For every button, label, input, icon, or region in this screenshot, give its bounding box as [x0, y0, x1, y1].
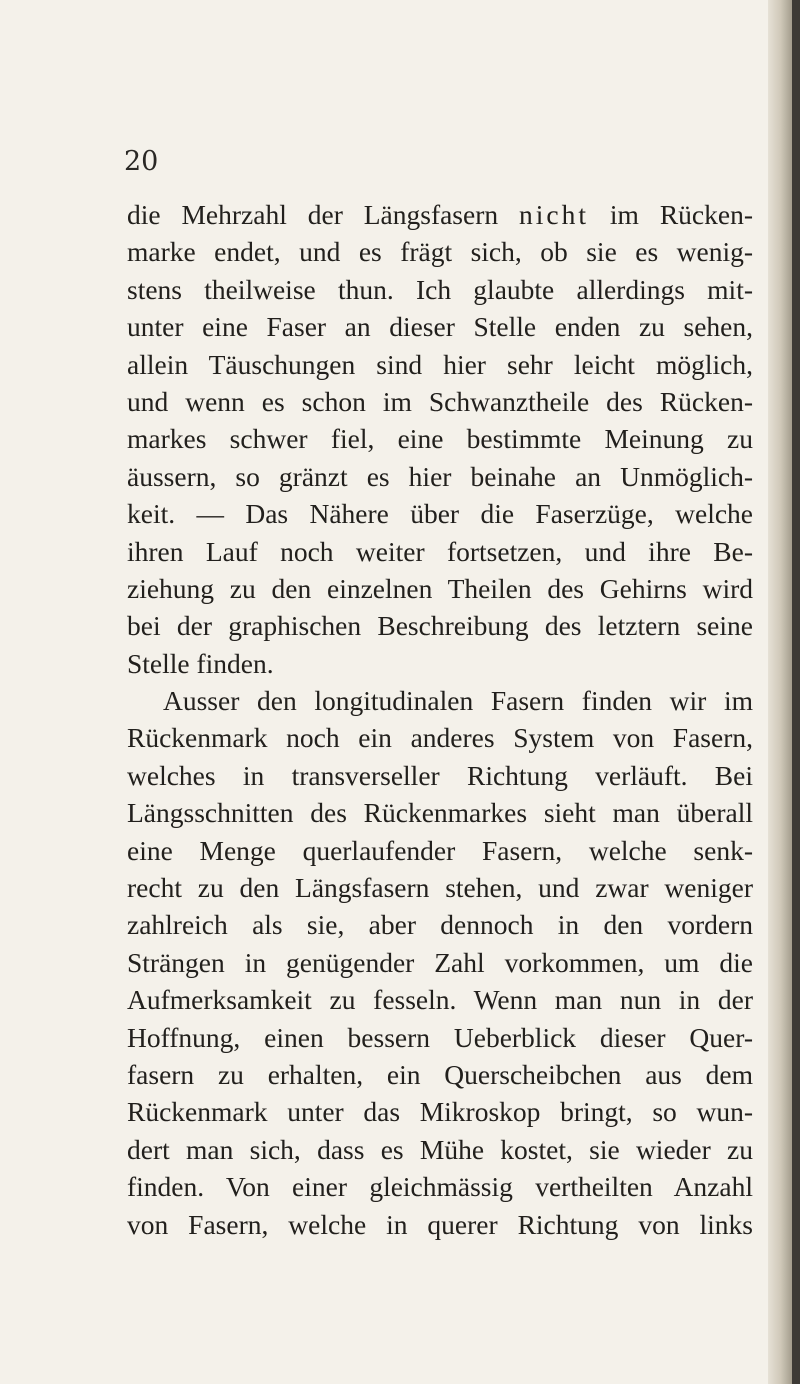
text-line: allein Täuschungen sind hier sehr leicht möglich, [127, 348, 753, 380]
text-line: marke endet, und es frägt sich, ob sie es wenig- [127, 236, 753, 268]
text-line: eine Menge querlaufender Fasern, welche senk- [127, 834, 753, 866]
page-binding-edge [792, 0, 800, 1384]
text-line: Aufmerksamkeit zu fesseln. Wenn man nun in der [127, 984, 753, 1016]
text-line: Strängen in genügender Zahl vorkommen, um die [127, 946, 753, 978]
text-line: stens theilweise thun. Ich glaubte allerdings mit- [127, 273, 753, 305]
text-line: unter eine Faser an dieser Stelle enden zu sehen, [127, 311, 753, 343]
text-line: keit. — Das Nähere über die Faserzüge, welche [127, 498, 753, 530]
text-line: fasern zu erhalten, ein Querscheibchen aus dem [127, 1058, 753, 1090]
body-text [127, 196, 753, 1243]
text-line: und wenn es schon im Schwanztheile des Rücken- [127, 385, 753, 417]
text-line: Rückenmark noch ein anderes System von Fasern, [127, 722, 753, 754]
text-line: ziehung zu den einzelnen Theilen des Gehirns wird [127, 572, 753, 604]
text-line: Hoffnung, einen bessern Ueberblick dieser Quer- [127, 1021, 753, 1053]
text-line: bei der graphischen Beschreibung des letztern seine [127, 610, 753, 642]
text-line: die Mehrzahl der Längsfasern nicht im Rücken- [127, 199, 753, 230]
text-line: von Fasern, welche in querer Richtung von links [127, 1208, 753, 1240]
text-line: äussern, so gränzt es hier beinahe an Unmöglich- [127, 460, 753, 492]
text-line: Längsschnitten des Rückenmarkes sieht man überall [127, 797, 753, 829]
text-line: zahlreich als sie, aber dennoch in den vordern [127, 909, 753, 941]
emphasized-word: nicht [519, 199, 590, 230]
page-number: 20 [124, 146, 159, 177]
text-line: welches in transverseller Richtung verläuft. Bei [127, 759, 753, 791]
text-line: ihren Lauf noch weiter fortsetzen, und ihre Be- [127, 535, 753, 567]
text-line: dert man sich, dass es Mühe kostet, sie wieder zu [127, 1133, 753, 1165]
text-line: markes schwer fiel, eine bestimmte Meinung zu [127, 423, 753, 455]
text-line: finden. Von einer gleichmässig vertheilten Anzahl [127, 1171, 753, 1203]
text-line: recht zu den Längsfasern stehen, und zwar weniger [127, 872, 753, 904]
paragraph-last-line: Stelle finden. [127, 647, 274, 679]
paragraph-first-line: Ausser den longitudinalen Fasern finden wir im [163, 685, 753, 717]
text-line: Rückenmark unter das Mikroskop bringt, so wun- [127, 1096, 753, 1128]
